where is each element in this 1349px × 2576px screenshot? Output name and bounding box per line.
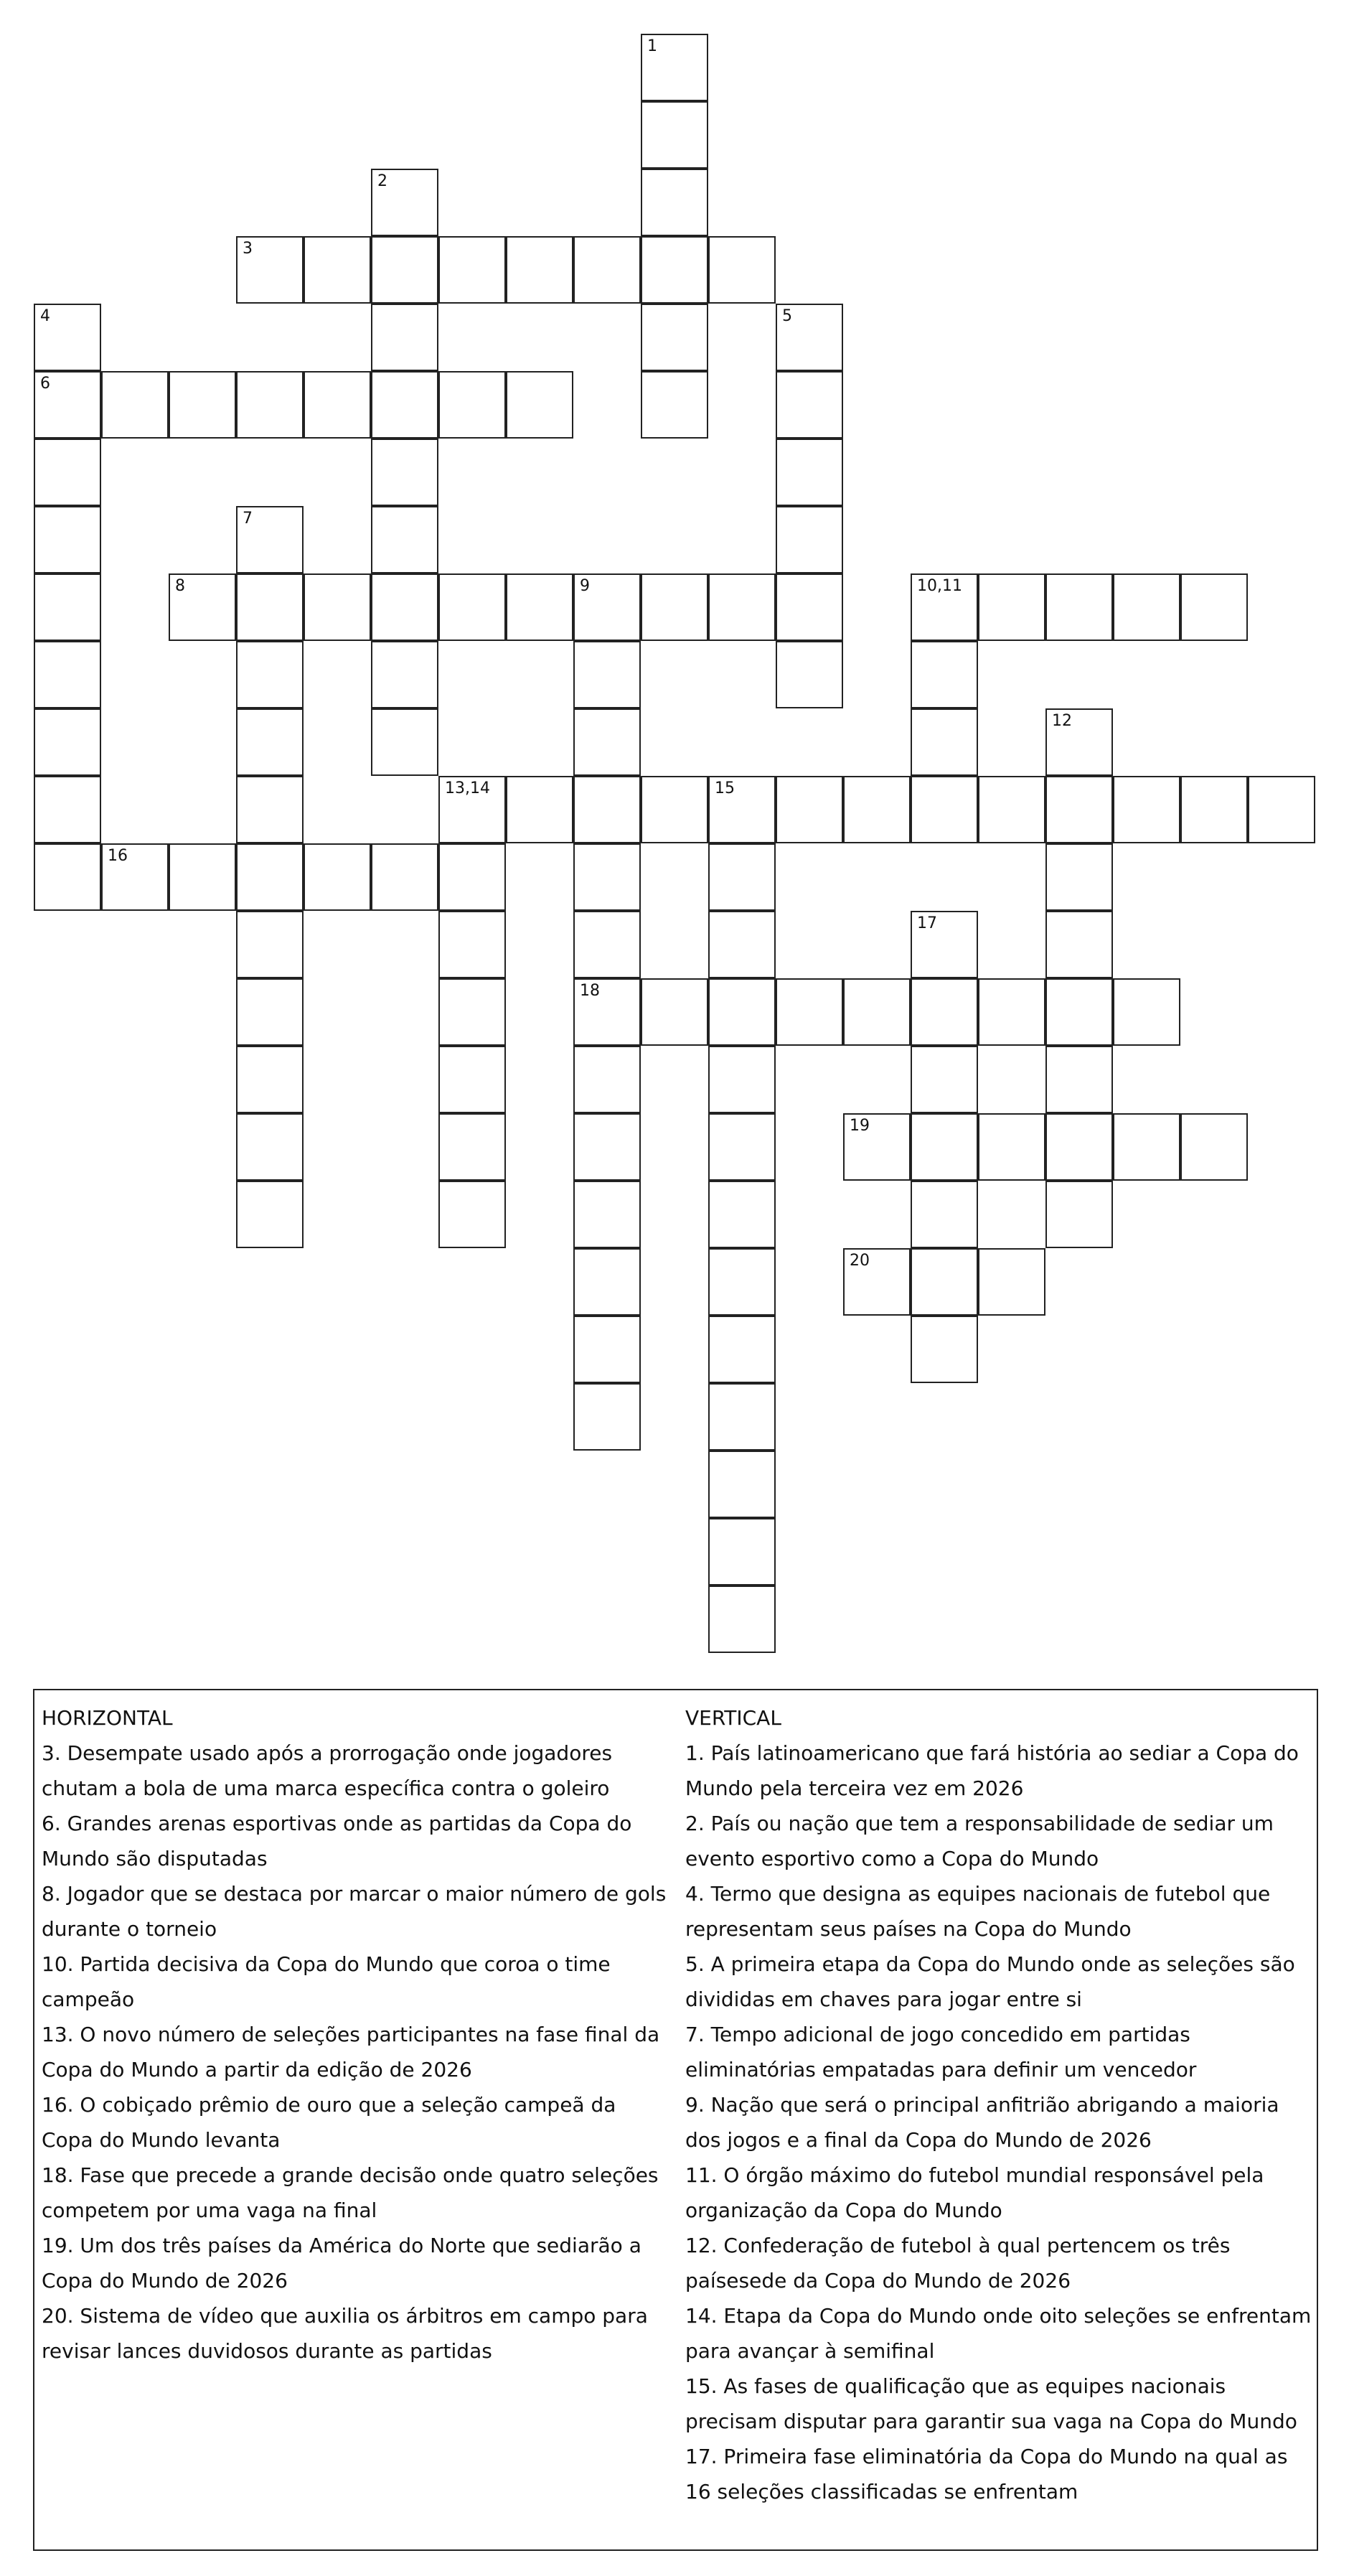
clue-down-2: 2. País ou nação que tem a responsabilidade de sediar um evento esportivo como a Copa do Mundo <box>685 1812 1274 1870</box>
grid-cell[interactable] <box>573 573 641 641</box>
grid-cell[interactable] <box>371 708 438 776</box>
grid-cell[interactable] <box>708 573 776 641</box>
grid-cell[interactable] <box>34 439 101 506</box>
grid-cell[interactable] <box>236 236 304 304</box>
grid-cell[interactable] <box>978 1113 1045 1181</box>
grid-cell[interactable] <box>573 1248 641 1316</box>
grid-cell[interactable] <box>1045 1181 1113 1248</box>
grid-cell[interactable] <box>641 101 708 169</box>
grid-cell[interactable] <box>708 236 776 304</box>
clue-down-1: 1. País latinoamericano que fará história ao sediar a Copa do Mundo pela terceira vez em 2026 <box>685 1741 1299 1800</box>
grid-cell[interactable] <box>708 1451 776 1518</box>
grid-cell[interactable] <box>843 776 911 843</box>
grid-cell[interactable] <box>843 978 911 1046</box>
cell-number: 4 <box>40 307 50 325</box>
grid-cell[interactable] <box>236 978 304 1046</box>
grid-cell[interactable] <box>34 708 101 776</box>
grid-cell[interactable] <box>776 573 843 641</box>
grid-cell[interactable] <box>641 978 708 1046</box>
grid-cell[interactable] <box>1045 978 1113 1046</box>
grid-cell[interactable] <box>304 371 371 439</box>
grid-cell[interactable] <box>573 1046 641 1113</box>
clue-down-11: 11. O órgão máximo do futebol mundial responsável pela organização da Copa do Mundo <box>685 2163 1264 2222</box>
grid-cell[interactable] <box>438 1181 506 1248</box>
clue-across-8: 8. Jogador que se destaca por marcar o maior número de gols durante o torneio <box>42 1882 667 1941</box>
grid-cell[interactable] <box>641 169 708 236</box>
grid-cell[interactable] <box>506 776 573 843</box>
grid-cell[interactable] <box>438 236 506 304</box>
grid-cell[interactable] <box>236 708 304 776</box>
grid-cell[interactable] <box>1113 1113 1180 1181</box>
cell-number: 10,11 <box>917 577 962 595</box>
grid-cell[interactable] <box>573 708 641 776</box>
grid-cell[interactable] <box>776 641 843 708</box>
cell-number: 19 <box>850 1117 870 1135</box>
grid-cell[interactable] <box>708 1518 776 1586</box>
clue-across-19: 19. Um dos três países da América do Norte que sediarão a Copa do Mundo de 2026 <box>42 2234 641 2292</box>
grid-cell[interactable] <box>573 1316 641 1383</box>
grid-cell[interactable] <box>573 641 641 708</box>
cell-number: 9 <box>580 577 590 595</box>
grid-cell[interactable] <box>708 1316 776 1383</box>
grid-cell[interactable] <box>438 776 506 843</box>
cell-number: 8 <box>175 577 185 595</box>
grid-cell[interactable] <box>708 1586 776 1653</box>
grid-cell[interactable] <box>641 371 708 439</box>
grid-cell[interactable] <box>371 371 438 439</box>
grid-cell[interactable] <box>438 573 506 641</box>
clue-down-4: 4. Termo que designa as equipes nacionais de futebol que representam seus países na Copa do Mundo <box>685 1882 1271 1941</box>
grid-cell[interactable] <box>1045 708 1113 776</box>
grid-cell[interactable] <box>236 506 304 573</box>
grid-cell[interactable] <box>371 573 438 641</box>
grid-cell[interactable] <box>843 1113 911 1181</box>
cell-number: 12 <box>1052 712 1072 730</box>
grid-cell[interactable] <box>776 776 843 843</box>
cell-number: 13,14 <box>445 779 490 797</box>
across-clue-list <box>42 1736 673 2369</box>
grid-cell[interactable] <box>236 1046 304 1113</box>
grid-cell[interactable] <box>641 236 708 304</box>
grid-cell[interactable] <box>911 573 978 641</box>
clue-across-6: 6. Grandes arenas esportivas onde as partidas da Copa do Mundo são disputadas <box>42 1812 632 1870</box>
grid-cell[interactable] <box>708 1248 776 1316</box>
grid-cell[interactable] <box>978 776 1045 843</box>
grid-cell[interactable] <box>641 573 708 641</box>
grid-cell[interactable] <box>1180 776 1248 843</box>
grid-cell[interactable] <box>1113 776 1180 843</box>
grid-cell[interactable] <box>911 1046 978 1113</box>
grid-cell[interactable] <box>371 236 438 304</box>
grid-cell[interactable] <box>776 304 843 371</box>
clue-across-3: 3. Desempate usado após a prorrogação onde jogadores chutam a bola de uma marca específica contra o goleiro <box>42 1741 613 1800</box>
cell-number: 16 <box>108 847 128 865</box>
grid-cell[interactable] <box>573 776 641 843</box>
grid-cell[interactable] <box>304 843 371 911</box>
grid-cell[interactable] <box>1045 776 1113 843</box>
grid-cell[interactable] <box>708 1046 776 1113</box>
grid-cell[interactable] <box>438 1046 506 1113</box>
grid-cell[interactable] <box>1045 843 1113 911</box>
grid-cell[interactable] <box>573 978 641 1046</box>
clue-down-7: 7. Tempo adicional de jogo concedido em partidas eliminatórias empatadas para definir um vencedor <box>685 2023 1197 2081</box>
grid-cell[interactable] <box>236 1113 304 1181</box>
grid-cell[interactable] <box>911 1113 978 1181</box>
grid-cell[interactable] <box>843 1248 911 1316</box>
down-clue-list <box>685 1736 1317 2509</box>
grid-cell[interactable] <box>236 911 304 978</box>
grid-cell[interactable] <box>236 573 304 641</box>
grid-cell[interactable] <box>776 506 843 573</box>
clues-panel <box>33 1689 1318 2551</box>
grid-cell[interactable] <box>1045 911 1113 978</box>
grid-cell[interactable] <box>708 1383 776 1451</box>
grid-cell[interactable] <box>708 1181 776 1248</box>
grid-cell[interactable] <box>304 236 371 304</box>
grid-cell[interactable] <box>911 776 978 843</box>
grid-cell[interactable] <box>34 304 101 371</box>
grid-cell[interactable] <box>573 911 641 978</box>
grid-cell[interactable] <box>641 776 708 843</box>
grid-cell[interactable] <box>169 843 236 911</box>
clue-down-14: 14. Etapa da Copa do Mundo onde oito seleções se enfrentam para avançar à semifinal <box>685 2304 1312 2363</box>
clue-down-17: 17. Primeira fase eliminatória da Copa do Mundo na qual as 16 seleções classificadas se enfrentam <box>685 2445 1288 2504</box>
grid-cell[interactable] <box>101 843 169 911</box>
grid-cell[interactable] <box>1180 1113 1248 1181</box>
grid-cell[interactable] <box>169 371 236 439</box>
grid-cell[interactable] <box>776 439 843 506</box>
grid-cell[interactable] <box>978 573 1045 641</box>
grid-cell[interactable] <box>573 1181 641 1248</box>
grid-cell[interactable] <box>304 573 371 641</box>
grid-cell[interactable] <box>1248 776 1315 843</box>
grid-cell[interactable] <box>236 776 304 843</box>
grid-cell[interactable] <box>978 978 1045 1046</box>
grid-cell[interactable] <box>573 843 641 911</box>
cell-number: 15 <box>715 779 735 797</box>
grid-cell[interactable] <box>708 776 776 843</box>
cell-number: 7 <box>243 510 253 528</box>
grid-cell[interactable] <box>236 641 304 708</box>
clue-down-12: 12. Confederação de futebol à qual pertencem os três paísesede da Copa do Mundo de 2026 <box>685 2234 1231 2292</box>
grid-cell[interactable] <box>371 843 438 911</box>
grid-cell[interactable] <box>911 978 978 1046</box>
cell-number: 6 <box>40 375 50 393</box>
grid-cell[interactable] <box>236 1181 304 1248</box>
clue-down-5: 5. A primeira etapa da Copa do Mundo onde as seleções são divididas em chaves para jogar entre si <box>685 1952 1295 2011</box>
grid-cell[interactable] <box>978 1248 1045 1316</box>
grid-cell[interactable] <box>34 776 101 843</box>
grid-cell[interactable] <box>573 236 641 304</box>
grid-cell[interactable] <box>371 169 438 236</box>
grid-cell[interactable] <box>708 911 776 978</box>
grid-cell[interactable] <box>34 843 101 911</box>
grid-cell[interactable] <box>1180 573 1248 641</box>
grid-cell[interactable] <box>438 978 506 1046</box>
grid-cell[interactable] <box>911 1248 978 1316</box>
grid-cell[interactable] <box>34 371 101 439</box>
grid-cell[interactable] <box>34 573 101 641</box>
grid-cell[interactable] <box>169 573 236 641</box>
down-heading: VERTICAL <box>685 1706 781 1730</box>
grid-cell[interactable] <box>641 34 708 101</box>
clue-across-10: 10. Partida decisiva da Copa do Mundo que coroa o time campeão <box>42 1952 611 2011</box>
grid-cell[interactable] <box>1113 573 1180 641</box>
down-clues-column <box>685 1700 1317 2509</box>
clue-down-9: 9. Nação que será o principal anfitrião abrigando a maioria dos jogos e a final da Copa do Mundo de 2026 <box>685 2093 1279 2152</box>
grid-cell[interactable] <box>1045 1046 1113 1113</box>
grid-cell[interactable] <box>1045 1113 1113 1181</box>
grid-cell[interactable] <box>573 1113 641 1181</box>
grid-cell[interactable] <box>506 573 573 641</box>
grid-cell[interactable] <box>371 304 438 371</box>
grid-cell[interactable] <box>1113 978 1180 1046</box>
grid-cell[interactable] <box>34 506 101 573</box>
cell-number: 2 <box>377 172 387 190</box>
across-heading: HORIZONTAL <box>42 1706 173 1730</box>
grid-cell[interactable] <box>911 1181 978 1248</box>
cell-number: 1 <box>647 37 657 55</box>
clue-across-13: 13. O novo número de seleções participantes na fase final da Copa do Mundo a partir da edição de 2026 <box>42 2023 660 2081</box>
grid-cell[interactable] <box>776 978 843 1046</box>
grid-cell[interactable] <box>911 641 978 708</box>
grid-cell[interactable] <box>371 506 438 573</box>
grid-cell[interactable] <box>776 371 843 439</box>
grid-cell[interactable] <box>101 371 169 439</box>
grid-cell[interactable] <box>438 371 506 439</box>
grid-cell[interactable] <box>506 371 573 439</box>
grid-cell[interactable] <box>438 843 506 911</box>
cell-number: 5 <box>782 307 792 325</box>
grid-cell[interactable] <box>573 1383 641 1451</box>
grid-cell[interactable] <box>641 304 708 371</box>
cell-number: 3 <box>243 240 253 258</box>
clue-across-18: 18. Fase que precede a grande decisão onde quatro seleções competem por uma vaga na final <box>42 2163 659 2222</box>
grid-cell[interactable] <box>438 911 506 978</box>
grid-cell[interactable] <box>438 1113 506 1181</box>
grid-cell[interactable] <box>34 641 101 708</box>
grid-cell[interactable] <box>236 843 304 911</box>
grid-cell[interactable] <box>708 1113 776 1181</box>
clue-down-15: 15. As fases de qualificação que as equipes nacionais precisam disputar para garantir sua vaga na Copa do Mundo <box>685 2374 1297 2433</box>
grid-cell[interactable] <box>1045 573 1113 641</box>
grid-cell[interactable] <box>911 708 978 776</box>
cell-number: 20 <box>850 1252 870 1270</box>
grid-cell[interactable] <box>371 439 438 506</box>
clue-across-16: 16. O cobiçado prêmio de ouro que a seleção campeã da Copa do Mundo levanta <box>42 2093 616 2152</box>
grid-cell[interactable] <box>371 641 438 708</box>
cell-number: 17 <box>917 914 937 932</box>
grid-cell[interactable] <box>911 1316 978 1383</box>
grid-cell[interactable] <box>708 843 776 911</box>
clue-across-20: 20. Sistema de vídeo que auxilia os árbitros em campo para revisar lances duvidosos durante as partidas <box>42 2304 648 2363</box>
across-clues-column <box>42 1700 673 2369</box>
cell-number: 18 <box>580 982 600 1000</box>
grid-cell[interactable] <box>911 911 978 978</box>
grid-cell[interactable] <box>506 236 573 304</box>
grid-cell[interactable] <box>708 978 776 1046</box>
grid-cell[interactable] <box>236 371 304 439</box>
